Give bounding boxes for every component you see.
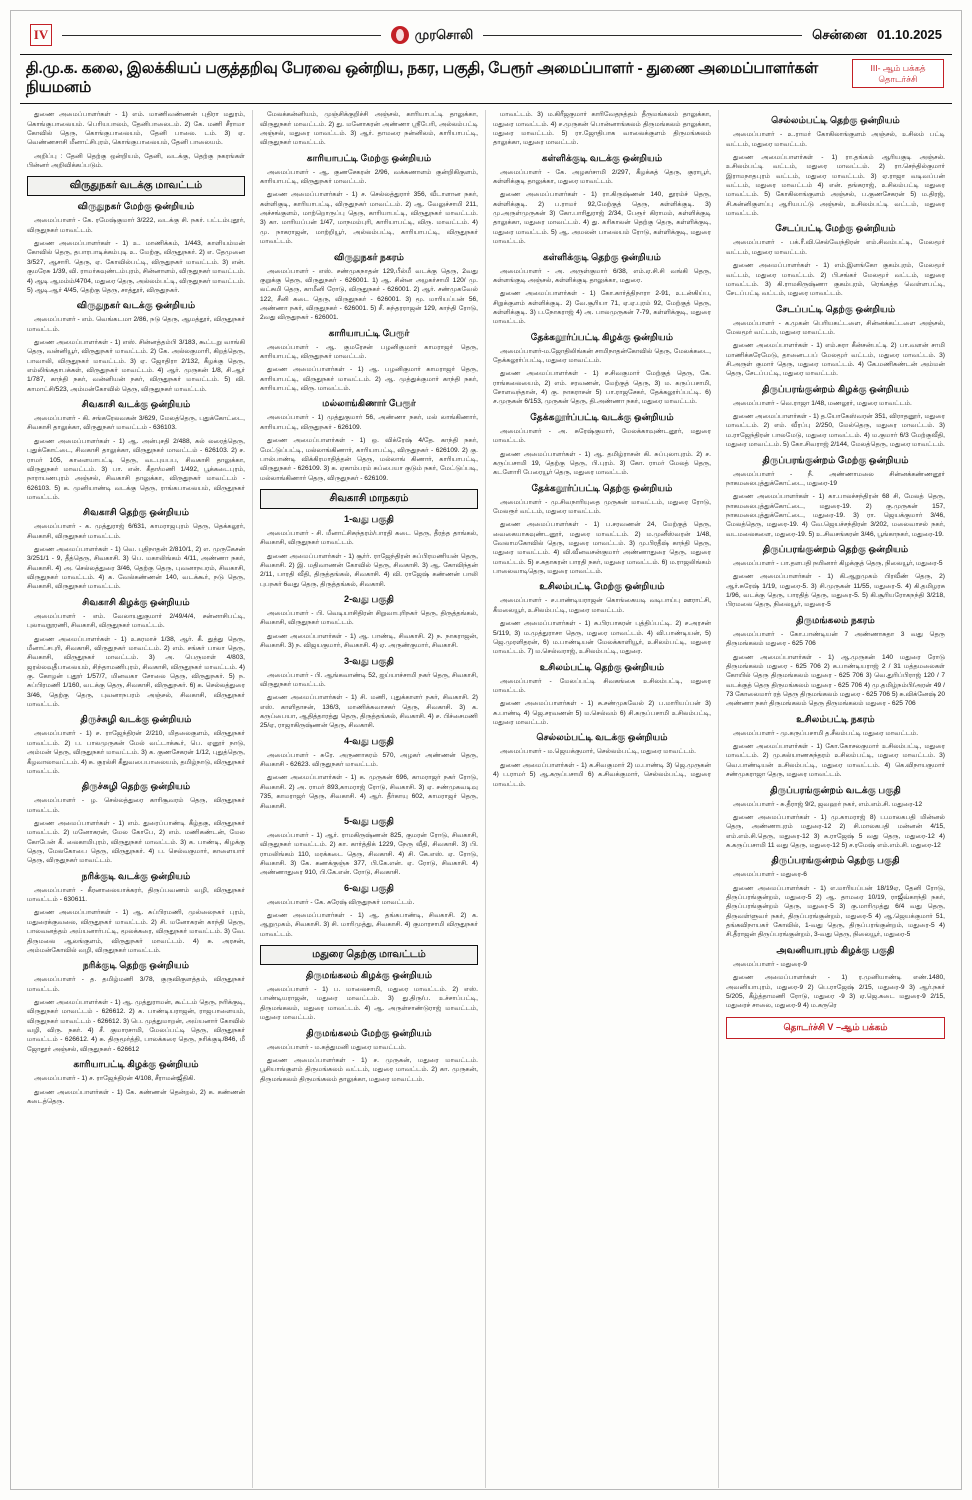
- body-paragraph: துணை அமைப்பாளர்கள் - 1) எம். மாணிவண்ணன் புதிரா மதுரம், கொங்குபாலையம். பெரியபாலம், தேனிபாலைடம். 2) கே. மணி சீராமா கோவில் தெரு, கொங்குபாலையம், தேனி பாலை. டம். 3) ஏ. வெண்ணசாசி மீனாட்சிபுரம், கொங்குபாலையம், தேனி பாலையம்.: [27, 111, 245, 147]
- body-paragraph: துணை அமைப்பாளர்கள் - 1) ரா.தங்கம் ஆரியகுடி அஞ்சல். உசிலம்பட்டி வட்டம், மதுரை மாவட்டம். 2) ரா.செந்தில்குமார் இராமநாதபுரம் வட்டம், மதுரை மாவட்டம். 3) ஏ.ராஜா வடிவப்பன் வட்டம், மதுரை மாவட்டம் 4) என். தங்கராஜ், உசிலம்பட்டி மதுரை மாவட்டம். 5) கோகிலாங்குளம் அஞ்சல், ப.குணசேகரன் 5) ம.திரஜ், சி.கன்னிகுளப்பு ஆரியபட்டு அஞ்சல், உசிலம்பட்டி வட்டம், மதுரை மாவட்டம்.: [726, 153, 945, 218]
- section-subheading: சேடப்பட்டி தெற்கு ஒன்றியம்: [775, 303, 896, 314]
- body-paragraph: அமைப்பாளர் - 1) ச. ராஜேந்திரன் 4/108, சீராமன்ஜீதிகி.: [34, 1075, 196, 1083]
- continued-to-badge: தொடர்ச்சி V –ஆம் பக்கம்: [726, 1017, 945, 1039]
- body-paragraph: அமைப்பாளர் - எம். வெங்கடமா 2/86, நடு தெரு, ஆமத்தூர், விருதுநகர் மாவட்டம்.: [27, 316, 245, 333]
- section-subheading: திருச்சுழி வடக்கு ஒன்றியம்: [80, 714, 192, 725]
- masthead-edition-info: [812, 27, 942, 44]
- publication-name: முரசொலி: [414, 26, 474, 42]
- section-subheading: சிவகாசி வடக்கு ஒன்றியம்: [81, 399, 191, 410]
- continued-from-badge: III- ஆம் பக்கத் தொடர்ச்சி: [852, 59, 944, 88]
- body-paragraph: அமைப்பாளர் - கோ.பாண்டியன் 7 அண்ணாசுதா 3 வது தெரு திருமங்கலம் மதுரை - 625 706: [726, 630, 945, 648]
- district-banner: சிவகாசி மாநகரம்: [260, 489, 478, 509]
- body-paragraph: அமைப்பாளர் - அ. அருள்குமார் 6/38, எம்.ஏ.சி.சி வங்கி தெரு, கள்ளங்குடி அஞ்சல், கள்ளிக்குடி தாலுக்கா, மதுரை.: [493, 267, 711, 284]
- section-subheading: காரியாபட்டி கிழக்கு ஒன்றியம்: [73, 1059, 199, 1070]
- body-paragraph: அமைப்பாளர் - எம். வேலாயுதுகுமார் 2/49/4/4, சன்னாசிபட்டி, புலாவநூரணி, சிவகாசி, விருதுநகர் மாவட்டம்.: [27, 612, 245, 630]
- section-subheading: உசிலம்பட்டி தெற்கு ஒன்றியம்: [539, 661, 665, 672]
- body-paragraph: துணை அமைப்பாளர்கள் - 1) ச. முருகன், மதுரை மாவட்டம். பூசியாங்குளம் திருமங்கலம் வட்டம், மதுரை மாவட்டம். 2) கா. முருகன், திருமங்கலம் திருமங்கலம் தாலுக்கா, மதுரை மாவட்டம்.: [260, 1056, 478, 1083]
- section-subheading: உசிலம்பட்டி நகரம்: [796, 713, 875, 724]
- body-paragraph: அமைப்பாளர் - ம.ஜெயக்குமார், செல்லம்பட்டி, மதுரை மாவட்டம்.: [500, 748, 697, 756]
- body-paragraph: துணை அமைப்பாளர்கள் - 1) மு.காமராஜ் 8) ப.மாலகபதி மின்னல் தெரு, அண்ணாபுரம் மதுரை-12 2) சி.மாலகபதி மன்னன் 4/15, எம்.எம்.சி.தெரு, மதுரை-12 3) சு.ராஜேஷ் 5 வது தெரு, மதுரை-12 4) சு.கருப்பசாமி 11 வது தெரு, மதுரை-12 5) ச.ரமேஷ் எம்.எம்.சி. மதுரை-12: [726, 813, 945, 849]
- body-paragraph: அமைப்பாளர் - ஆ. குணசேகரன் 2/96, வக்கணாளம் குன்றிகிகுளம், காரியாபட்டி, விருதுநகர் மாவட்டம்.: [260, 168, 478, 185]
- body-paragraph: அமைப்பாளர் - மு.கருப்பசாமி த.சீலம்பட்டி மதுரை மாவட்டம்.: [733, 729, 919, 737]
- body-paragraph: துணை அமைப்பாளர்கள் - 1) கி.ஆறுமுகம் பிரவீண் தெரு, 2) ஆர்.சுரேஷ் 1/19, மதுரை-5. 3) சி.முருகன் 11/55, மதுரை-5. 4) கி.தமிழரசு 1/96, வடக்கு தெரு, பாரதித் தெரு, மதுரை-5. 5) கி.சூரியரோகநந்தி 3/218, பிரமலை தெரு, நிலையூர், மதுரை-5: [726, 573, 945, 609]
- body-paragraph: துணை அமைப்பாளர்கள் - 1) ஆ. தங்கபாண்டி, சிவகாசி. 2) க. ஆறுமுகம், சிவகாசி. 3) சி. மாரிமுத்து, சிவகாசி. 4) குமாரசாமி விருதுநகர் மாவட்டம்.: [260, 912, 478, 938]
- body-paragraph: அமைப்பாளர் - ழ. செல்லத்துரை காரிசூவரம் தெரு, விருதுநகர் மாவட்டம்.: [27, 797, 245, 814]
- body-paragraph: துணை அமைப்பாளர்கள் - 1) ச. செல்லத்துரார் 356, வீடாளான நகர், கள்ளிகுடி, காரியாபட்டி, விருதுநகர் மாவட்டம். 2) ஆ. வேலுச்சாமி 211, அச்சங்குளம், மாற்றொருப்பு தெரு, காரியாபட்டி, விருதுநகர் மாவட்டம். 3) கா. மாரியப்பன் 1/47, மாநமம்புரி, காரியாபட்டி, விரு. மாவட்டம். 4) மு. நாகராஜன், மாற்றியூர், அல்லம்பட்டி, காரியாபட்டி, விருதுநகர் மாவட்டம்.: [260, 191, 478, 246]
- flame-logo-icon: [391, 26, 409, 44]
- body-paragraph: துணை அமைப்பாளர்கள் - 1) ஆ. தமிழ்ராசன் கி. சுப்புலாபுரம். 2) ச. கருப்பசாமி 19, தெற்கு தெரு, பி.புரம். 3) கோ. ராமர் மேலத் தெரு, கடளோரி பேரையூர் தெரு, மதுரை மாவட்டம்.: [493, 450, 711, 477]
- body-paragraph: துணை அமைப்பாளர்கள் - 1) ஆ. முத்துராமன், கூட்டம் தெரு, நரிக்குடி, விருதுநகர் மாவட்டம் - 626612. 2) க. பாண்டியராஜன், ராஜபாளையம், விருதுநகர் மாவட்டம் - 626612. 3) பெ. முத்துமாறன், அய்யனார் கோவில் வழி, விரு. நகர். 4) சீ. குமாரசாமி, மேலப்பட்டி தெரு, விருதுநகர் மாவட்டம் - 626612. 4) சு. திருமூர்த்தி, பாலக்கரை தெரு, நரிக்குடி/846, மீ ஜோதூர் அஞ்சல், விருதுநகர் - 626612: [27, 998, 245, 1053]
- section-subheading: சிவகாசி தெற்கு ஒன்றியம்: [82, 507, 190, 518]
- section-subheading: விருதுநகர் நகரம்: [334, 251, 404, 262]
- body-paragraph: அமைப்பாளர் - மேலப்பட்டி சிவகங்கை உசிலம்பட்டி, மதுரை மாவட்டம்.: [493, 677, 711, 694]
- section-subheading: கள்ளிக்குடி வடக்கு ஒன்றியம்: [541, 152, 663, 163]
- body-paragraph: அமைப்பாளர் - க. முத்துராஜ் 6/631, காமராஜபுரம் தெரு, தெக்கலூர், சிவகாசி, விருதுநகர் மாவட்டம்.: [27, 523, 245, 540]
- section-subheading: 6-வது பகுதி: [344, 882, 394, 893]
- body-paragraph: அமைப்பாளர் - பி. வெடியாசிதிரன் சிறுவாபுரிநகர் தெரு, திருத்தங்கல், சிவகாசி, விருதுநகர் மாவட்டம்.: [260, 610, 478, 627]
- body-paragraph: அமைப்பாளர் - 1) ச. ராஜேந்திரன் 2/210, மிதலைகுளம், விருதுநகர் மாவட்டம். 2) ப. பாலமுருகன் மேல் வட்டாக்கூர், பெ. ஏனூர் நாடு, அம்மன் தெரு, விருதுநகர் மாவட்டம். 3) க. குணசேகரன் 1/12, புதுத்தெரு, கீழவாலாவட்டம். 4) சு. குரல்சி கீதுவபைபாலையம், தமிழ்நாடு, விருதுநகர் மாவட்டம்.: [27, 730, 245, 775]
- section-subheading: 4-வது பகுதி: [344, 735, 394, 746]
- body-paragraph: அமைப்பாளர் - சி. மீனாட்சிசுந்தரம்/பாரதி கடை தெரு, தீரத்த தாங்கல், சிவகாசி, விருதுநகர் மாவட்டம்.: [260, 529, 478, 547]
- body-paragraph: அமைப்பாளர் - மதுரை-6: [733, 871, 807, 879]
- body-paragraph: அமைப்பாளர் - பக்.ரீ.வி.செல்வேந்திரன் எம்.சிவம்பட்டி, மேலமூர் வட்டம், மதுரை மாவட்டம்.: [726, 239, 945, 256]
- body-paragraph: அமைப்பாளர் - பி. ஆங்கவாண்டி 52, ஐய்யாச்சாமி நகர் தெரு, சிவகாசி, விருதுநகர் மாவட்டம்.: [260, 671, 478, 688]
- body-paragraph: அமைப்பாளர் - கே. ரமேஷ்குமார் 3/222, வடக்கு சி. நகர். பட்டம்புதூர், விருதுநகர் மாவட்டம்.: [27, 217, 245, 234]
- edition-date: 01.10.2025: [876, 26, 943, 42]
- section-subheading: திருப்பரங்குன்றம் தெற்கு ஒன்றியம்: [762, 544, 909, 555]
- district-banner: மதுரை தெற்கு மாவட்டம்: [260, 945, 478, 965]
- body-paragraph: துணை அமைப்பாளர்கள் - 1) சி. மணி, புதுக்காளர் நகர், சிவகாசி. 2) எஸ். காளிதாசன், 136/3, மாணிக்கவாசகர் தெரு, சிவகாசி. 3) க. கருப்பையா, ஆதித்தாரத்து தெரு, திருத்தங்கல், சிவகாசி. 4) ச. பிச்சைமணி 25/ஏ, ராஜாகிருஷ்ணன் தெரு, சிவகாசி.: [260, 694, 478, 730]
- body-paragraph: துணை அமைப்பாளர்கள் - 1) கோ.கார்த்திநாரா 2-91, உடன்கிய்ப, சிறுக்குளம் கள்ளிக்குடி. 2) வே.சூரியா 71, ஏ.ஏ.புரம் 92, மேற்குத் தெரு, கள்ளிக்குடி. 3) ப.நோகராஜ் 4) அ. பாலமுருகன் 7-79, கள்ளிக்குடி, மதுரை மாவட்டம்.: [493, 290, 711, 326]
- body-paragraph: துணை அமைப்பாளர்கள் - 1) எ.மாரியப்பன் 18/19ஏ, தேனி ரோடு, திருப்பரங்குன்றம், மதுரை-5 2) ஆ. தாமரை 10/19, ராஜீவ்காந்தி நகர், திருப்பரங்குன்றம் தெரு, மதுரை-5 3) கு.மாரிமுத்து 6/4 வது தெரு, திருவள்ளுவர் நகர், திருப்பரங்குன்றம், மதுரை-5 4) ஆ.ஜெயக்குமார் 51, தங்கவிநாயகர் கோவில், 1-வது தெரு, திருப்பரங்குன்றம், மதுரை-5 4) சி.தீராஜன் திருப்பரங்குன்றம், 3-வது தெரு, நிலையூர், மதுரை-5: [726, 884, 945, 939]
- section-subheading: திருமங்கலம் கிழக்கு ஒன்றியம்: [305, 970, 433, 981]
- headline-block: [20, 54, 952, 104]
- body-paragraph: அமைப்பாளர்-ம.ஜோதிலிங்கன் சாமிநாதன்கோவில் தெரு, மேலக்கடை, தேக்கலூர்ப்பட்டி, மதுரை மாவட்டம்.: [493, 347, 711, 365]
- section-subheading: காரியாபட்டி பேரூர்: [328, 327, 410, 338]
- body-paragraph: துணை அமைப்பாளர்கள் - 1) கா.பாலச்சந்திரன் 68 சி, மேலத் தெரு, நாகமலைபுத்துக்கோட்டை, மதுரை-19. 2) கு.முருகன் 157, நாகமலைபுத்துக்கோட்டை, மதுரை-19. 3) ரா. ஜெயக்குமார் 3/46, மேலத்தெரு, மதுரை-19. 4) வே.ஜெயச்சந்திரன் 3/202, மலைவாசல் நகர், வடமலைகளை, மதுரை-19. 5) உ.சிவசங்கரன் 3/46, பூங்காநகர், மதுரை-19.: [726, 493, 945, 538]
- body-paragraph: அறிப்பு : தேனி தெற்கு ஒன்றியம், தேனி, வடக்கு, தெற்கு நகரங்கள் பின்னர் அறிவிக்கப்படும்.: [27, 152, 245, 169]
- body-paragraph: அமைப்பாளர் - ச.பாண்டியராஜன் கொங்கையடி வடிபாய்பு ஊராட்சி, கீமலையூர், உசிலம்பட்டி, மதுரை மாவட்டம்.: [493, 597, 711, 614]
- body-paragraph: துணை அமைப்பாளர்கள் - 1) எஸ். சின்னத்தம்பி 3/183, கூட்டறு வாங்கி தெரு, வன்னியூர், விருதுநகர் மாவட்டம். 2) கே. அல்லகுமாரி, கிறத்தெரு, பாவாலி, விருதுநகர் மாவட்டம். 3) ஏ. ஜோதிரா 2/132, கீழக்கு தெரு, எம்லிங்கதாபக்கள், விருதுநகர் மாவட்டம். 4) ஆர். முருகன் 1/8, சி.ஆர் 1/787, காந்தி நகர், வன்னியன் நகர், விருதுநகர் மாவட்டம். 5) வி. காமாட்சி/523, அம்மன்கோவில் தெரு, விருதுநகர் மாவட்டம்.: [27, 338, 245, 393]
- body-paragraph: அமைப்பாளர் - 1) முத்துகுமார் 56, அண்ணா நகர், மல் லாங்கிணார், காரியாபட்டி, விருதுநகர் - 626109.: [260, 414, 478, 431]
- body-paragraph: அமைப்பாளர் - மதுரை-9: [733, 960, 807, 968]
- edition-place: சென்னை: [812, 26, 867, 42]
- section-subheading: விருதுநகர் மேற்கு ஒன்றியம்: [77, 201, 195, 212]
- body-paragraph: துணை அமைப்பாளர்கள் - 1) த.யோகேஸ்வரன் 351, விராதனூர், மதுரை மாவட்டம். 2) எம். வீரப்பு 2/250, மேல்தெரு, மதுரை மாவட்டம். 3) ம.ராஜேந்திரன் பாலமேடு, மதுரை மாவட்டம். 4) ம.குமார் 6/3 மேற்குவீதி, மதுரை மாவட்டம். 5) கோ.சிவராஜ் 2/144, மேலத்தெரு, மதுரை மாவட்டம்.: [726, 413, 945, 449]
- body-paragraph: துணை அமைப்பாளர்கள் - 1) ச.சிவகுமார் மேற்குத் தெரு, கே. ராங்கலையைம், 2) எம். சரவணன், மேற்குத் தெரு, 3) ம. கருப்பசாமி, சோளவந்தான், 4) கு. நாகராசன் 5) பா.ராஜசேகர், தேக்கலூர்ப்பட்டி. 6) ச.முருகன் 6/153, முருகன் தெரு, தி.அண்ணா நகர், மதுரை மாவட்டம்.: [493, 370, 711, 406]
- body-paragraph: துணை அமைப்பாளர்கள் - 1) ஆ. அன்புசதி 2/488, கல் லரைத்தெரு, புதுக்கோட்டை, சிவகாசி தாலுக்கா, விருதுநகர் மாவட்டம் - 626103. 2) ச. ராமர் 105, காளையாபட்டி தெரு, வடபுயபப, சிவகாசி தாலுக்கா, விருதுநகர் மாவட்டம். 3) பா. என். கீதா/மணி 1/492, பூக்கடைபுரம், நாராயணபுரம் அஞ்சல், சிவகாசி தாலுக்கா, விருதுநகர் மாவட்டம் - 626103. 5) க. முனியாண்டி வடக்கு தெரு, ராங்கபாலையம், விருதுநகர் மாவட்டம்.: [27, 437, 245, 501]
- section-subheading: அவனியாபுரம் கிழக்கு பகுதி: [776, 944, 895, 955]
- body-paragraph: அமைப்பாளர் - ம.கத்துமனி மதுரை மாவட்டம்.: [267, 1043, 406, 1051]
- body-paragraph: துணை அமைப்பாளர்கள் - 1) ரா.கிருஷ்ணன் 140, தூரம்ச் தெரு, கள்ளிக்குடி. 2) ப.ராமர் 92,மேற்குத் தெரு, கள்ளிக்குடி. 3) மு.அருள்முருகன் 3) கோ.பாரிதுராஜ் 2/34, பேரூர் கிராமம், கள்ளிக்குடி தாலுக்கா, மதுரை மாவட்டம். 4) து. கரிகாலன் தெற்கு தெரு, கள்ளிக்குடி, மதுரை மாவட்டம். 5) ஆ. அமலன் பாலையம் ரோடு, கள்ளிக்குடி, மதுரை மாவட்டம்.: [493, 191, 711, 246]
- section-subheading: 3-வது பகுதி: [344, 655, 394, 666]
- body-paragraph: அமைப்பாளர் - கே. சுரேஷ் விருதுநகர் மாவட்டம்.: [267, 898, 415, 906]
- district-banner: விருதுநகர் வடக்கு மாவட்டம்: [27, 176, 245, 196]
- body-paragraph: துணை அமைப்பாளர்கள் - 1) ஒ. விக்ரேஷ் 4/தே. காந்தி நகர், மேட்டுப்பட்டி, மல்லாங்கிணார், காரியாபட்டி, விருதுநகர் - 626109. 2) கு. பால்பாண்டி விக்கிரமாதித்தன் தெரு, மல்லாங் கிணார், காரியாபட்டி, விருதுநகர் - 626109. 3) க. ஏகாம்பரம் சுப்பையா குடும் நகர், மேட்டுப்படி, மல்லாங்கிணார் தெரு, விருதுநகர் - 626109.: [260, 437, 478, 482]
- body-paragraph: அமைப்பாளர் - நீ. அண்ணாமலை சின்னக்கண்ணனூர் நாகமலைபுத்துக்கோட்டை, மதுரை-19: [726, 470, 945, 487]
- body-paragraph: துணை அமைப்பாளர்கள் - 1) ஆ. சுப்பிரமணி, முல்லைநகர் புரம், மதுரைக்குவலை, விருதுநகர் மாவட்டம். 2) சி. மனோகரன் காந்தி தெரு, பாலவனத்தம் அய்யனார்பட்டி, மூலக்கரை, விருதுநகர் மாவட்டம். 3) வே. திருமலை ஆலங்குளம், விருதுநகர் மாவட்டம். 4) சு. அரசன், அம்மன்கோவில் வழி, விருதுநகர் மாவட்டம்.: [27, 909, 245, 954]
- masthead-rule-left: [62, 35, 381, 36]
- section-subheading: செல்லம்பட்டி வடக்கு ஒன்றியம்: [536, 732, 668, 743]
- body-paragraph: அமைப்பாளர் - சுரே. அருணாகரம் 570, அழகர் அண்ணன் தெரு, சிவகாசி - 62623. விருதுநகர் மாவட்டம்.: [260, 751, 478, 769]
- section-subheading: திருமங்கலம் மேற்கு ஒன்றியம்: [306, 1027, 432, 1038]
- section-subheading: கள்ளிக்குடி தெற்கு ஒன்றியம்: [542, 251, 661, 262]
- body-paragraph: துணை அமைப்பாளர்கள் - 1) உ. மாணிக்கம், 1/443, காளியம்மன் கோவில் தெரு, தபாரபாடிக்கம்புடி உ. மேற்கு, விருதுநகர். 2) எ. தேமுனை 3/527, ஆசாரி. தெரு, ஏ. கோவில்பட்டி, விருதுநகர் மாவட்டம். 3) என். குமரேசு 1/39, வி. ராமர்கவுண்டம்புரம், சின்னாளம், விருதுநகர் மாவட்டம். 4) ஆடி ஆமம்ம்/4704, மதுரை தெரு, அல்லம்பட்டி, விருதுநகர் மாவட்டம். 5) ஆடி.ஆர் 4/45, தெற்கு தெரு, சாத்தூர், விருதுநகர்.: [27, 240, 245, 294]
- section-subheading: 2-வது பகுதி: [344, 594, 394, 605]
- body-paragraph: அமைப்பாளர் - உ.ராமர் கோகிலாங்குளம் அஞ்சல், உசிலம் பட்டி வட்டம், மதுரை மாவட்டம்.: [726, 131, 945, 148]
- body-paragraph: துணை அமைப்பாளர்கள் - 1) கே. கண்ணன் தென்றல், 2) க. கண்ணன் கடைத்தெரு.: [27, 1088, 245, 1105]
- masthead: [20, 18, 952, 52]
- body-paragraph: அமைப்பாளர் - மு.சிவநாரியுதை முருகன் மாவட்டம், மதுரை ரோடு, மேலரூர் வட்டம், மதுரை மாவட்டம்.: [493, 498, 711, 515]
- body-paragraph: அமைப்பாளர் - எஸ். சண்முகநாதன் 129,பீல்மீ வடக்கு தெரு, 2வது குறுக்கு தெரு, விருதுநகர் - 626001. 1) ஆ. சின்ன அழகர்சாமி 120/ மு. லட்சுமி தெரு, காமீனி ரோடு, விருதுநகர் - 626001. 2) ஆர். சண்முகவேல் 122, சீனி கடை தெரு, விருதுநகர் - 626001. 3) மூ. மாரியப்பன் 56, அண்ணா நகர், விருதுநகர் - 626001. 5) சீ. சுந்தரராஜன் 129, காந்தி ரோடு, 2வது விருதுநகர் - 626001.: [260, 267, 478, 322]
- body-paragraph: துணை அமைப்பாளர்கள் - 1) உகரமாச் 1/38, ஆர். கீ. துத்து தெரு, மீனாட்சபுரி, சிவகாசி, விருதுநகர் மாவட்டம். 2) எம். சங்கர் பாலா தெரு, சிவகாசி, விருதுநகர் மாவட்டம். 3) அ. பெருமாள் 4/803, ஜரல்லவுதீபாலையம், சிந்தாமணிபுரம், சிவகாசி, விருதுநகர் மாவட்டம். 4) கு. கோழன் புதூர் 1/57/7, மினவகா சோலை தெரு, விருதுநகர். 5) ந. சுப்பிரமணி 1/160, வடக்கு தெரு, சிவகாசி, விருதுநகர். 6) க. செல்லத்துரை 3/46, தெற்கு தெரு, புவனாநபரம் அஞ்சல், சிவகாசி, விருதுநகர் மாவட்டம்.: [27, 635, 245, 709]
- body-paragraph: அமைப்பாளர் - 1) ப. மாலைசாமி, மதுரை மாவட்டம். 2) எஸ். பாண்டியராஜன், மதுரை மாவட்டம். 3) து.திரு/ப. உச்சாப்பட்டி, திருமங்கலம், மதுரை மாவட்டம். 4) ஆ. அருள்சாண்டுராஜ் மாவட்டம், மதுரை மாவட்டம்.: [260, 986, 478, 1022]
- body-paragraph: துணை அமைப்பாளர்கள் - 1) ஆ. பாண்டி, சிவகாசி. 2) ந. நாகராஜன், சிவகாசி. 3) ந. விஜயகுமார், சிவகாசி. 4) ஏ. அருண்குமார், சிவகாசி.: [260, 632, 478, 650]
- section-subheading: சிவகாசி கிழக்கு ஒன்றியம்: [82, 596, 190, 607]
- page-title: தி.மு.க. கலை, இலக்கியப் பகுத்தறிவு பேரவை ஒன்றிய, நகர, பகுதி, பேரூர் அமைப்பாளர் - துணை அமைப்பாளர்கள் நியமனம்: [26, 60, 819, 96]
- section-subheading: சேடப்பட்டி மேற்கு ஒன்றியம்: [775, 223, 896, 234]
- body-paragraph: அமைப்பாளர் - அ. சுரேஷ்குமார், மேலக்காவுண்டனூர், மதுரை மாவட்டம்.: [493, 427, 711, 445]
- section-subheading: திருச்சுழி தெற்கு ஒன்றியம்: [81, 781, 191, 792]
- body-paragraph: துணை அமைப்பாளர்கள் - 1) ப.சரவணன் 24, மேற்குத் தெரு, வைகையாகவுண்டனூர், மதுரை மாவட்டம். 2) ம.முனீஸ்வரன் 1/48, வேலாமகோவில் தெரு, மதுரை மாவட்டம். 3) மு.பிரதீஷ் காந்தி தெரு, மதுரை மாவட்டம். 4) வி.வீனவசன்குமார் அண்ணாதுரை தெரு, மதுரை மாவட்டம். 5) ச.சுதாகரன் பாரதி நகர், மதுரை மாவட்டம். 6) ம.ராஜலிங்கம் பாலைவாடிதெரு, மதுரை மாவட்டம்.: [493, 521, 711, 576]
- section-subheading: காரியாபட்டி மேற்கு ஒன்றியம்: [306, 152, 432, 163]
- masthead-rule-right: [483, 35, 802, 36]
- body-paragraph: துணை அமைப்பாளர்கள் - 1) க.சிவகுமார் 2) ம.பாண்டி 3) ஜெ.முருகன் 4) ப.ராமர் 5) ஆ.கருப்பசாமி 6) க.சிவக்குமார், செல்லம்பட்டி, மதுரை மாவட்டம்.: [493, 761, 711, 788]
- section-subheading: திருப்பரங்குன்றம் வடக்கு பகுதி: [770, 784, 901, 795]
- masthead-logo: [391, 26, 474, 44]
- body-paragraph: அமைப்பாளர் - த. தமிழ்மணி 3/78, குருவிகுளத்தம், விருதுநகர் மாவட்டம்.: [27, 976, 245, 993]
- body-paragraph: துணை அமைப்பாளர்கள் - 1) ர.முனியாண்டி எண்.1480, அவனியாபுரம், மதுரை-9 2) பெ.ராஜேஷ் 2/15, மதுரை-9 3) ஆர்.நகர் 5/205, கீழ்த்தாமணி ரோடு, மதுரை -9 3) ஏ.ஜெ.கடை மதுரை-9 2/15, மதுரைச் சாலை, மதுரை-9 4) ம.கருரெ: [726, 974, 945, 1010]
- section-subheading: மல்லாங்கிணார் பேரூர்: [322, 398, 416, 409]
- body-paragraph: துணை அமைப்பாளர்கள் - 1) க. முருகன் 696, காமராஜர் நகர் ரோடு, சிவகாசி. 2) அ. ராமர் 893,காமராஜ் ரோடு, சிவகாசி. 3) ஏ. சண்முகவடிவு 735, காமராஜர் தெரு, சிவகாசி. 4) ஆர். தீர்காயு 602, காமராஜர் தெரு, சிவகாசி.: [260, 774, 478, 810]
- section-subheading: தேக்கலூர்ப்பட்டி தெற்கு ஒன்றியம்: [531, 482, 673, 493]
- body-paragraph: அமைப்பாளர் - பா.தளபதி நயினார் கிழக்குத் தெரு, நிலையூர், மதுரை-5: [733, 560, 943, 568]
- body-paragraph: மாவட்டம். 3) ம.கிரீஜகுமார் காரிவேதநத்தம் தீருமங்கலம் தாலுக்கா, மதுரை மாவட்டம். 4) ச.முருகன் பொன்னாங்கலம் திருமங்கலம் தாலுக்கா, மதுரை மாவட்டம். 5) ரா.ஜோதிபாக வாலைக்குளம் திருமங்கலம் தாலுக்கா, மதுரை மாவட்டம்.: [493, 111, 711, 147]
- body-paragraph: அமைப்பாளர் - ஆ. குமரேசன் பழனிகுமார் காமராஜர் தெரு, காரியாபட்டி, விருதுநகர் மாவட்டம்.: [260, 343, 478, 361]
- body-paragraph: துணை அமைப்பாளர்கள் - 1) சூர்ர். ராஜேந்திரன் சுப்பிரமணியன் தெரு, சிவகாசி. 2) இ. மதிவாணன் கோவில் தெரு, சிவகாசி. 3) ஆ. கோவிந்தன் 2/11, பாரதி வீதி, திருத்தங்கல், சிவகாசி. 4) வி. ராஜேஷ் கண்ணன் பாலி புபநகர் 6வது தெரு, திருத்தங்கல், சிவகாசி.: [260, 552, 478, 588]
- section-subheading: விருதுநகர் வடக்கு ஒன்றியம்: [76, 300, 196, 311]
- section-subheading: திருப்பரங்குன்றம் தெற்கு பகுதி: [771, 855, 900, 866]
- section-subheading: நரிக்குடி தெற்கு ஒன்றியம்: [82, 960, 190, 971]
- body-paragraph: துணை அமைப்பாளர்கள் - 1) எம்.சுரா கீன்சன்பட்டி 2) பா.வளன் சாமி மாணிக்கரேமேடு, தானைடபப் மேலமூர் வட்டம், மதுரை மாவட்டம். 3) சி.அருள் குமார் தெரு, மதுரை மாவட்டம். 4) கே.மணிகண்டன் அம்மன் தெரு, சேடப்பட்டி, மதுரை மாவட்டம்.: [726, 342, 945, 378]
- section-subheading: தேக்கலூர்ப்பட்டி வடக்கு ஒன்றியம்: [530, 411, 674, 422]
- body-paragraph: துணை அமைப்பாளர்கள் - 1) வெ. புதிநாதன் 2/810/1, 2) எ. முருகேசன் 3/251/1 - 9, தீத்தெரு, சிவகாசி. 3) பெ. மகாலிங்கம் 4/11, அண்ணா நகர், சிவகாசி. 4) அ. செல்லத்துரை 3/46, தெற்கு தெரு, புவனாநபரம், சிவகாசி, விருதுநகர் மாவட்டம். 4) க. வேல்கண்ணன் 140, வடக்கூர், நடு தெரு, சிவகாசி, விருதுநகர் மாவட்டம்.: [27, 546, 245, 591]
- body-paragraph: அமைப்பாளர் - கே. அழகர்சாமி 2/297, கீழக்கத் தெரு, குராபூர், கள்ளிக்குடி தாலுக்கா, மதுரை மாவட்டம்.: [493, 168, 711, 185]
- page-border: [10, 10, 962, 1490]
- body-paragraph: துணை அமைப்பாளர்கள் - 1) எம்.இளங்கோ குகம்புரம், மேலமூர் வட்டம், மதுரை மாவட்டம். 2) பி.சங்கர் மேலமூர் வட்டம், மதுரை மாவட்டம். 3) கி.ராமகிருஷ்ணா குகம்புரம், ரெங்கத்த வெள்ளபட்டி, சேடப்பட்டி வட்டம், மதுரை மாவட்டம்.: [726, 262, 945, 298]
- body-paragraph: அமைப்பாளர் - 1) ஆர். ராமகிருஷ்ணன் 825, குமரன் ரோடு, சிவகாசி, விருதுநகர் மாவட்டம். 2) கா. கார்த்திக் 1229, நேரு வீதி, சிவகாசி. 3) பி. ராமலிங்கம் 110, மரக்கடை தெரு, சிவகாசி. 4) சி. கே.எஸ். ஏ. ரோடு, சிவகாசி. 3) கே. கணக்குஞ்சு 377, பி.கே.என். ஏ. ரோடு, சிவகாசி. 4) அண்ணாதுரை 910, பி.கே.என். ரோடு, சிவகாசி.: [260, 831, 478, 877]
- section-subheading: திருப்பரங்குன்றம் கிழக்கு ஒன்றியம்: [762, 383, 909, 394]
- body-paragraph: துணை அமைப்பாளர்கள் - 1) எம். துரைப்பாண்டி கீழ்தகு, விருதுநகர் மாவட்டம். 2) மனோகரன், மேல கோபே, 2) எம். மணிகண்டன், மேல கோபேன் கீ. லைகாமிபுரம், விருதுநகர் மாவட்டம். 3) க. பாண்டி, கிழக்கு தெரு, மேலகோபை தெரு, விருதுநகர். 4) ப. செல்வகுமார், காளையார் தெரு, விருதுநகர் மாவட்டம்.: [27, 819, 245, 865]
- body-paragraph: துணை அமைப்பாளர்கள் - 1) ஆ. பழனிகுமார் காமராஜர் தெரு, காரியாபட்டி, விருதுநகர் மாவட்டம். 2) ஆ. முத்துக்குமார் காந்தி நகர், காரியாபட்டி, விரு. மாவட்டம்.: [260, 366, 478, 393]
- section-subheading: 1-வது பகுதி: [344, 513, 394, 524]
- body-paragraph: அமைப்பாளர் - வெ.ராஜா 1/48, மணலூர், மதுரை மாவட்டம்.: [733, 399, 912, 407]
- section-subheading: 5-வது பகுதி: [344, 815, 394, 826]
- body-paragraph: மேலக்கன்னியம், முஞ்சிக்குறிச்சி அஞ்சல், காரியாபட்டி தாலுக்கா, விருதுநகர் மாவட்டம். 2) து. மனோகரன் அண்ணா ஸ்ரீபேரி, அல்லம்பட்டி அஞ்சல், மதுரை மாவட்டம். 3) ஆர். தாமரை நன்னிலம், காரியாபட்டி, விருதுநகர் மாவட்டம்.: [260, 111, 478, 147]
- body-paragraph: அமைப்பாளர் - சு.தீராஜ் 9/2, ஜவஹர் நகர், எம்.எம்.சி. மதுரை-12: [733, 800, 923, 808]
- folio-number: IV: [30, 24, 52, 46]
- body-paragraph: அமைப்பாளர் - க.முகன் பெரியகட்டளை, சின்னக்கட்டளை அஞ்சல், மேலமூர் வட்டம், மதுரை மாவட்டம்.: [726, 319, 945, 336]
- body-paragraph: துணை அமைப்பாளர்கள் - 1) கோ.கோசலகுமார் உசிலம்பட்டி, மதுரை மாவட்டம். 2) மு.கல்யாணசுந்தரம் உசிலம்பட்டி, மதுரை மாவட்டம். 3) வெ.பாண்டியன் உசிலம்பட்டி, மதுரை மாவட்டம். 4) கெ.விநாயகுமார் சண்முகராஜா தெரு, மதுரை மாவட்டம்.: [726, 743, 945, 779]
- section-subheading: நரிக்குடி வடக்கு ஒன்றியம்: [81, 870, 191, 881]
- section-subheading: திருப்பரங்குன்றம் மேற்கு ஒன்றியம்: [762, 454, 909, 465]
- body-paragraph: அமைப்பாளர் - கி. சங்கரேலவகன் 3/629, மேலத்தெரு, புதுக்கோட்டை, சிவகாசி தாலுக்கா, விருதுநகர் மாவட்டம் - 636103.: [27, 415, 245, 432]
- section-subheading: உசிலம்பட்டி மேற்கு ஒன்றியம்: [539, 581, 665, 592]
- body-paragraph: அமைப்பாளர் - கீரனாலையாக்கரர், திருப்பவணம் வழி, விருதுநகர் மாவட்டம் - 630611.: [27, 886, 245, 904]
- body-paragraph: துணை அமைப்பாளர்கள் - 1) சு.சண்முகவேல் 2) ப.மாரியப்பன் 3) சு.பாண்டி 4) ஜெ.சரவணன் 5) ம.செல்வம் 6) சி.கருப்பசாமி உசிலம்பட்டி, மதுரை மாவட்டம்.: [493, 700, 711, 727]
- section-subheading: செல்லம்பட்டி தெற்கு ஒன்றியம்: [771, 115, 900, 126]
- section-subheading: தேக்கலூர்ப்பட்டி கிழக்கு ஒன்றியம்: [530, 331, 674, 342]
- body-paragraph: துணை அமைப்பாளர்கள் - 1) ஆ.முருகன் 140 மதுரை ரோடு திருமங்கலம் மதுரை - 625 706 2) க.பாண்டியராஜ் 2 / 31 மத்தமலைகள் கோயில் தெரு திருமங்கலம் மதுரை - 625 706 3) வெ.துரிப்பிராஜ் 120 / 7 வடக்குத் தெரு திருமங்கலம் மதுரை - 625 706 4) மு.தமிழ்நம்பி/அரன் 49 / 73 கோலைமார் ரத் தெரு திருமங்கலம் மதுரை - 625 706 5) சு.விக்னேஷ் 20 அண்ணா நகர் திருமங்கலம் தெரு திருமங்கலம் மதுரை - 625 706: [726, 653, 945, 708]
- section-subheading: திருமங்கலம் நகரம்: [796, 614, 875, 625]
- body-paragraph: துணை அமைப்பாளர்கள் - 1) சு.பிரபாகரன் புத்திப்பட்டி. 2) ச.அரசன் 5/119, 3) ம.முத்துராசா தெரு, மதுரை மாவட்டம். 4) வி.பாண்டியன், 5) ஜெ.முரளிதரன், 6) ம.பாண்டியன் மேலக்காளியூர், உசிலம்பட்டி, மதுரை மாவட்டம். 7) ம.செல்வராஜ், உசிலம்பட்டி, மதுரை.: [493, 620, 711, 656]
